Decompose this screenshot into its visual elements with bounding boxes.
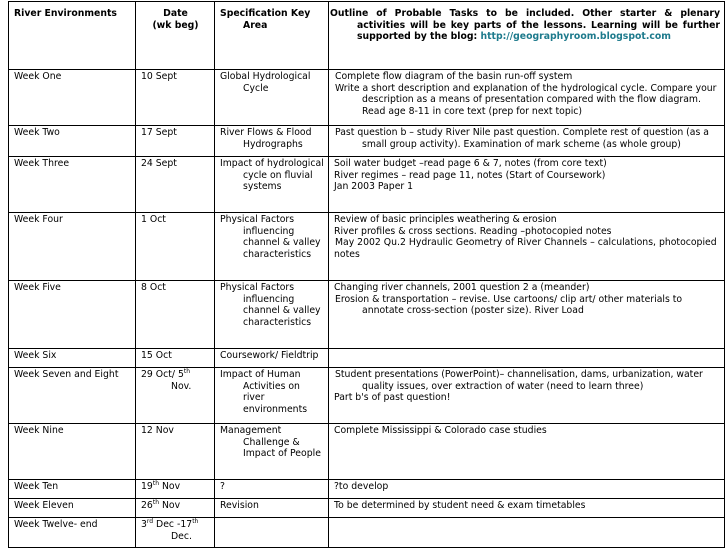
spec-area-cell: ?: [215, 480, 329, 499]
header-spec-area: Specification Key Area: [215, 2, 329, 70]
task-line: Review of basic principles weathering & erosion: [334, 214, 557, 225]
task-line: Soil water budget –read page 6 & 7, notes (from core text): [334, 158, 607, 169]
date-suffix: th: [183, 367, 191, 375]
week-cell: Week Two: [9, 126, 136, 157]
table-row: [9, 70, 725, 126]
table-row: [9, 424, 725, 480]
task-line: River profiles & cross sections. Reading –photocopied notes: [334, 225, 612, 237]
task-line: ?to develop: [334, 481, 389, 492]
task-line: Write a short description and explanation of the hydrological cycle. Compare your description as a means of presentation compared with the flow diagram. Read age 8-11 in core text (prep for next topic): [335, 82, 717, 117]
week-cell: Week Seven and Eight: [9, 368, 136, 424]
task-line: Complete flow diagram of the basin run-off system: [335, 71, 573, 82]
task-line: Student presentations (PowerPoint)– channelisation, dams, urbanization, water quality issues, over extraction of water (need to learn three): [335, 369, 703, 392]
tasks-cell: [329, 70, 725, 126]
tasks-cell: [329, 499, 725, 518]
task-line: May 2002 Qu.2 Hydraulic Geometry of River Channels – calculations, photocopied: [335, 237, 717, 248]
spec-area-cell: Impact of hydrological cycle on fluvial systems: [215, 157, 329, 213]
week-cell: Week Nine: [9, 424, 136, 480]
date-text-mid: Dec -17: [153, 519, 193, 530]
task-line: To be determined by student need & exam timetables: [334, 500, 586, 511]
tasks-cell: [329, 126, 725, 157]
date-cell: 12 Nov: [136, 424, 215, 480]
week-cell: Week Four: [9, 213, 136, 281]
task-line: Past question b – study River Nile past question. Complete rest of question (as a small group activity). Examination of mark scheme (as whole group): [335, 127, 710, 150]
table-row: [9, 213, 725, 281]
date-suffix: th: [152, 479, 159, 487]
date-cell: 10 Sept: [136, 70, 215, 126]
date-text: 26: [141, 500, 153, 511]
header-topic: River Environments: [9, 2, 136, 70]
date-text-end: Dec.: [171, 530, 192, 542]
date-cell: 15 Oct: [136, 349, 215, 368]
week-cell: Week Six: [9, 349, 136, 368]
date-suffix: th: [152, 498, 159, 506]
date-cell: [136, 480, 215, 499]
date-cell: [136, 518, 215, 548]
task-line: Jan 2003 Paper 1: [334, 181, 414, 192]
tasks-cell: [329, 518, 725, 548]
header-date: [136, 2, 215, 70]
header-date-line1: Date: [163, 8, 188, 19]
spec-area-cell: Physical Factors influencing channel & valley characteristics: [215, 281, 329, 349]
week-cell: Week Five: [9, 281, 136, 349]
tasks-cell: [329, 480, 725, 499]
week-cell: Week Ten: [9, 480, 136, 499]
table-row: [9, 518, 725, 548]
date-cell: 8 Oct: [136, 281, 215, 349]
week-cell: Week One: [9, 70, 136, 126]
scheme-of-work-table: [8, 1, 725, 548]
date-cell: 17 Sept: [136, 126, 215, 157]
date-text-end: Nov: [159, 500, 181, 511]
task-line: Changing river channels, 2001 question 2 a (meander): [334, 282, 590, 293]
tasks-cell: [329, 157, 725, 213]
date-suffix-2: th: [192, 517, 199, 525]
spec-area-cell: Coursework/ Fieldtrip: [215, 349, 329, 368]
date-cell: [136, 499, 215, 518]
table-row: [9, 281, 725, 349]
tasks-cell: [329, 424, 725, 480]
spec-area-cell: Revision: [215, 499, 329, 518]
task-line: Part b's of past question!: [334, 392, 451, 403]
header-date-line2: (wk beg): [152, 19, 199, 31]
date-text: 19: [141, 481, 153, 492]
table-row: [9, 368, 725, 424]
date-cell: 24 Sept: [136, 157, 215, 213]
header-row: [9, 2, 725, 70]
spec-area-cell: Physical Factors influencing channel & valley characteristics: [215, 213, 329, 281]
table-row: [9, 126, 725, 157]
date-text-end: Nov.: [171, 380, 192, 392]
header-tasks: [329, 2, 725, 70]
task-line: Erosion & transportation – revise. Use cartoons/ clip art/ other materials to annotate cross-section (poster size). River Load: [335, 293, 683, 316]
week-cell: Week Three: [9, 157, 136, 213]
tasks-cell: [329, 281, 725, 349]
date-text: 29 Oct/ 5: [141, 369, 184, 380]
tasks-cell: [329, 349, 725, 368]
tasks-cell: [329, 213, 725, 281]
week-cell: Week Eleven: [9, 499, 136, 518]
date-text-end: Nov: [159, 481, 181, 492]
task-line: notes: [334, 248, 360, 260]
task-line: River regimes – read page 11, notes (Start of Coursework): [334, 169, 606, 181]
date-cell: 1 Oct: [136, 213, 215, 281]
date-suffix: rd: [146, 517, 154, 525]
date-cell: [136, 368, 215, 424]
spec-area-cell: Impact of Human Activities on river environments: [215, 368, 329, 424]
spec-area-cell: Global Hydrological Cycle: [215, 70, 329, 126]
date-text: 3: [141, 519, 147, 530]
tasks-cell: [329, 368, 725, 424]
table-row: [9, 499, 725, 518]
table-row: [9, 480, 725, 499]
spec-area-cell: River Flows & Flood Hydrographs: [215, 126, 329, 157]
task-line: Complete Mississippi & Colorado case studies: [334, 425, 547, 436]
table-row: [9, 349, 725, 368]
spec-area-cell: Management Challenge & Impact of People: [215, 424, 329, 480]
week-cell: Week Twelve- end: [9, 518, 136, 548]
spec-area-cell: [215, 518, 329, 548]
blog-link[interactable]: http://geographyroom.blogspot.com: [480, 31, 671, 42]
table-row: [9, 157, 725, 213]
header-tasks-text: Outline of Probable Tasks to be included. Other starter & plenary activities will be key parts of the lessons. Learning will be further supported by the blog:: [330, 8, 720, 42]
